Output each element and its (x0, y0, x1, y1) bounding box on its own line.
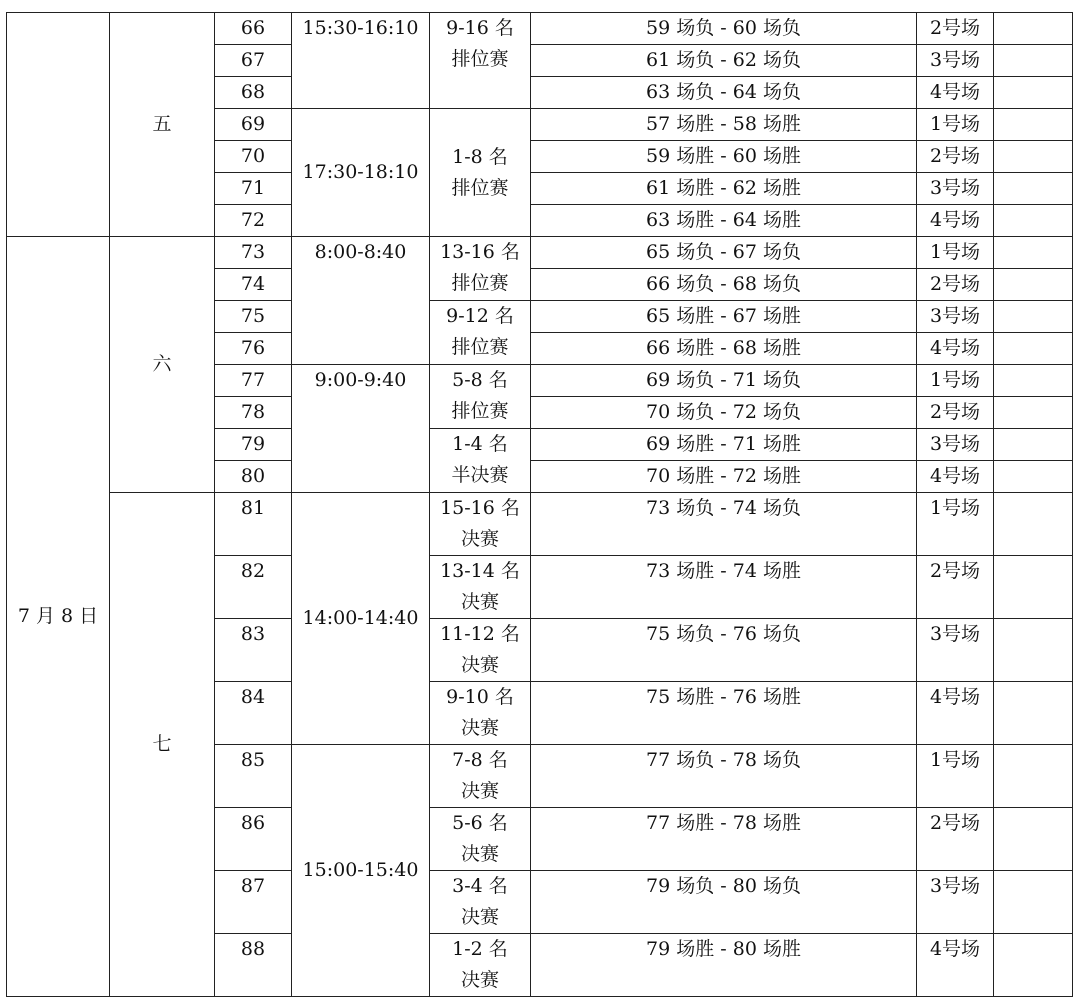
remark-cell (994, 429, 1073, 461)
venue-cell: 3号场 (917, 301, 994, 333)
stage-cell: 13-16 名 排位赛 (430, 237, 531, 301)
remark-cell (994, 556, 1073, 619)
remark-cell (994, 934, 1073, 997)
matchup-cell: 77 场胜 - 78 场胜 (531, 808, 917, 871)
venue-cell: 3号场 (917, 619, 994, 682)
time-cell: 15:30-16:10 (292, 13, 430, 109)
stage-cell: 15-16 名 决赛 (430, 493, 531, 556)
match-number-cell: 77 (215, 365, 292, 397)
date-cell: 7 月 8 日 (7, 237, 110, 997)
match-number-cell: 71 (215, 173, 292, 205)
stage-cell: 5-8 名 排位赛 (430, 365, 531, 429)
venue-cell: 1号场 (917, 237, 994, 269)
remark-cell (994, 13, 1073, 45)
remark-cell (994, 173, 1073, 205)
time-cell: 17:30-18:10 (292, 109, 430, 237)
remark-cell (994, 237, 1073, 269)
matchup-cell: 75 场负 - 76 场负 (531, 619, 917, 682)
remark-cell (994, 269, 1073, 301)
round-cell: 六 (110, 237, 215, 493)
matchup-cell: 57 场胜 - 58 场胜 (531, 109, 917, 141)
matchup-cell: 79 场胜 - 80 场胜 (531, 934, 917, 997)
matchup-cell: 75 场胜 - 76 场胜 (531, 682, 917, 745)
match-number-cell: 84 (215, 682, 292, 745)
remark-cell (994, 77, 1073, 109)
match-number-cell: 69 (215, 109, 292, 141)
venue-cell: 3号场 (917, 429, 994, 461)
matchup-cell: 65 场胜 - 67 场胜 (531, 301, 917, 333)
remark-cell (994, 205, 1073, 237)
remark-cell (994, 493, 1073, 556)
stage-cell: 9-16 名 排位赛 (430, 13, 531, 109)
matchup-cell: 73 场负 - 74 场负 (531, 493, 917, 556)
time-cell: 14:00-14:40 (292, 493, 430, 745)
matchup-cell: 61 场负 - 62 场负 (531, 45, 917, 77)
match-number-cell: 83 (215, 619, 292, 682)
stage-cell: 9-12 名 排位赛 (430, 301, 531, 365)
matchup-cell: 73 场胜 - 74 场胜 (531, 556, 917, 619)
venue-cell: 3号场 (917, 45, 994, 77)
venue-cell: 4号场 (917, 682, 994, 745)
venue-cell: 2号场 (917, 141, 994, 173)
venue-cell: 3号场 (917, 173, 994, 205)
venue-cell: 4号场 (917, 77, 994, 109)
venue-cell: 4号场 (917, 461, 994, 493)
remark-cell (994, 365, 1073, 397)
matchup-cell: 69 场胜 - 71 场胜 (531, 429, 917, 461)
match-number-cell: 86 (215, 808, 292, 871)
venue-cell: 3号场 (917, 871, 994, 934)
stage-cell: 3-4 名 决赛 (430, 871, 531, 934)
matchup-cell: 63 场胜 - 64 场胜 (531, 205, 917, 237)
venue-cell: 2号场 (917, 808, 994, 871)
remark-cell (994, 619, 1073, 682)
stage-cell: 1-2 名 决赛 (430, 934, 531, 997)
round-cell: 五 (110, 13, 215, 237)
remark-cell (994, 45, 1073, 77)
match-number-cell: 70 (215, 141, 292, 173)
match-number-cell: 68 (215, 77, 292, 109)
remark-cell (994, 461, 1073, 493)
match-number-cell: 66 (215, 13, 292, 45)
match-number-cell: 75 (215, 301, 292, 333)
time-cell: 15:00-15:40 (292, 745, 430, 997)
match-number-cell: 82 (215, 556, 292, 619)
table-row (7, 493, 1073, 556)
stage-cell: 5-6 名 决赛 (430, 808, 531, 871)
matchup-cell: 59 场负 - 60 场负 (531, 13, 917, 45)
match-number-cell: 87 (215, 871, 292, 934)
venue-cell: 4号场 (917, 934, 994, 997)
venue-cell: 2号场 (917, 13, 994, 45)
date-cell-blank (7, 13, 110, 237)
match-number-cell: 79 (215, 429, 292, 461)
stage-cell: 9-10 名 决赛 (430, 682, 531, 745)
matchup-cell: 79 场负 - 80 场负 (531, 871, 917, 934)
time-cell: 8:00-8:40 (292, 237, 430, 365)
venue-cell: 4号场 (917, 205, 994, 237)
remark-cell (994, 808, 1073, 871)
stage-cell: 13-14 名 决赛 (430, 556, 531, 619)
matchup-cell: 70 场胜 - 72 场胜 (531, 461, 917, 493)
match-number-cell: 88 (215, 934, 292, 997)
remark-cell (994, 745, 1073, 808)
match-number-cell: 73 (215, 237, 292, 269)
schedule-table (6, 12, 1073, 997)
remark-cell (994, 871, 1073, 934)
venue-cell: 2号场 (917, 397, 994, 429)
remark-cell (994, 109, 1073, 141)
match-number-cell: 81 (215, 493, 292, 556)
remark-cell (994, 333, 1073, 365)
matchup-cell: 61 场胜 - 62 场胜 (531, 173, 917, 205)
venue-cell: 1号场 (917, 109, 994, 141)
stage-cell: 1-8 名 排位赛 (430, 109, 531, 237)
matchup-cell: 63 场负 - 64 场负 (531, 77, 917, 109)
venue-cell: 2号场 (917, 556, 994, 619)
stage-cell: 11-12 名 决赛 (430, 619, 531, 682)
matchup-cell: 66 场胜 - 68 场胜 (531, 333, 917, 365)
match-number-cell: 67 (215, 45, 292, 77)
match-number-cell: 76 (215, 333, 292, 365)
venue-cell: 4号场 (917, 333, 994, 365)
matchup-cell: 65 场负 - 67 场负 (531, 237, 917, 269)
matchup-cell: 69 场负 - 71 场负 (531, 365, 917, 397)
matchup-cell: 59 场胜 - 60 场胜 (531, 141, 917, 173)
match-number-cell: 78 (215, 397, 292, 429)
remark-cell (994, 682, 1073, 745)
table-row (7, 13, 1073, 45)
venue-cell: 1号场 (917, 745, 994, 808)
venue-cell: 1号场 (917, 365, 994, 397)
match-number-cell: 74 (215, 269, 292, 301)
matchup-cell: 66 场负 - 68 场负 (531, 269, 917, 301)
match-number-cell: 80 (215, 461, 292, 493)
remark-cell (994, 397, 1073, 429)
stage-cell: 1-4 名 半决赛 (430, 429, 531, 493)
remark-cell (994, 141, 1073, 173)
remark-cell (994, 301, 1073, 333)
table-row (7, 237, 1073, 269)
venue-cell: 2号场 (917, 269, 994, 301)
round-cell: 七 (110, 493, 215, 997)
match-number-cell: 72 (215, 205, 292, 237)
matchup-cell: 77 场负 - 78 场负 (531, 745, 917, 808)
time-cell: 9:00-9:40 (292, 365, 430, 493)
match-number-cell: 85 (215, 745, 292, 808)
stage-cell: 7-8 名 决赛 (430, 745, 531, 808)
venue-cell: 1号场 (917, 493, 994, 556)
matchup-cell: 70 场负 - 72 场负 (531, 397, 917, 429)
